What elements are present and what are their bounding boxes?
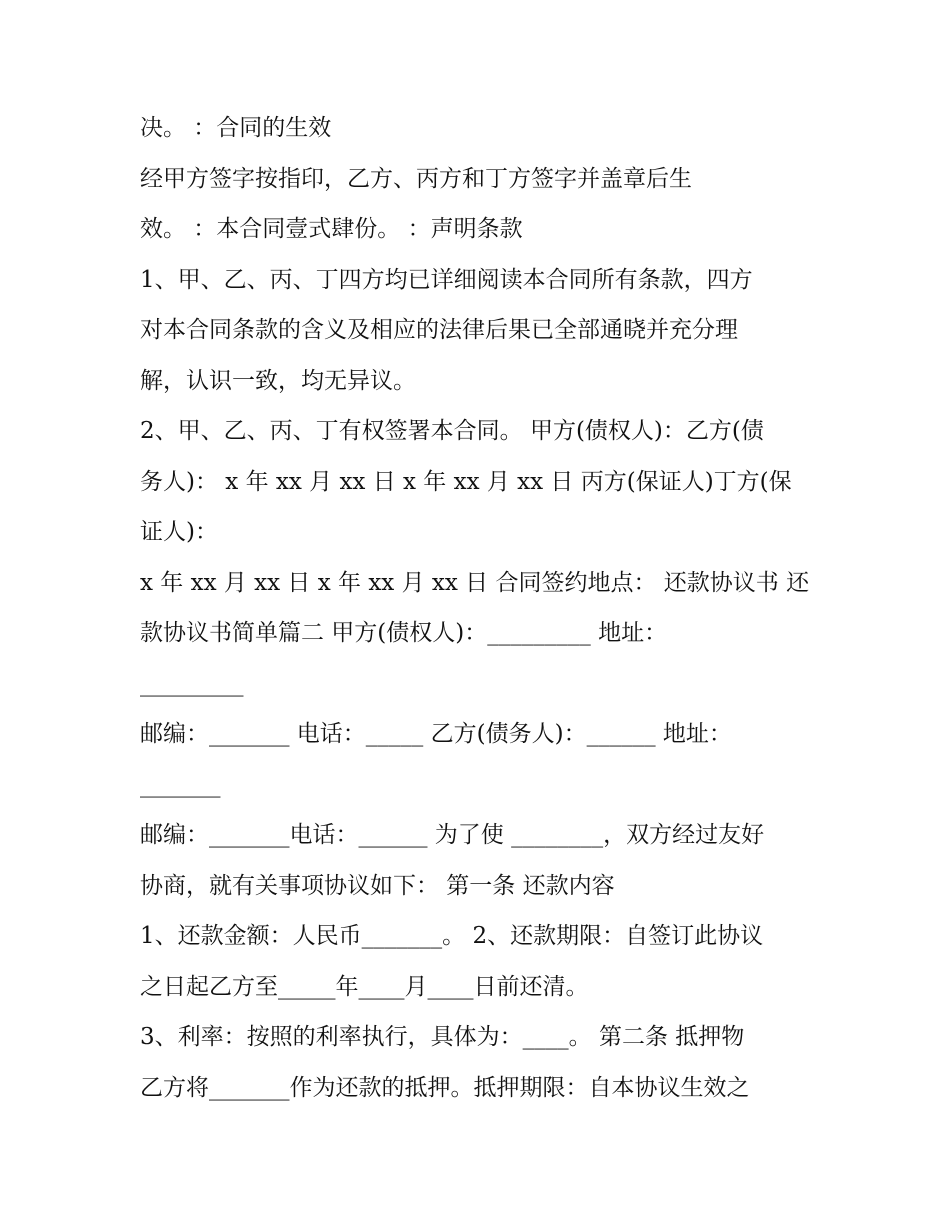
text-line: x 年 xx 月 xx 日 x 年 xx 月 xx 日 合同签约地点： 还款协议书 还 bbox=[140, 569, 810, 596]
text-line: 2、甲、乙、丙、丁有权签署本合同。 甲方(债权人)：乙方(债 bbox=[140, 418, 764, 444]
text-line: 决。 ：合同的生效 bbox=[140, 115, 332, 141]
text-line: 对本合同条款的含义及相应的法律后果已全部通晓并充分理 bbox=[140, 317, 738, 343]
text-line: 效。 ：本合同壹式肆份。 ：声明条款 bbox=[140, 216, 523, 242]
text-line: 1、还款金额：人民币_______。 2、还款期限：自签订此协议 bbox=[140, 923, 764, 949]
text-line: 乙方将_______作为还款的抵押。抵押期限：自本协议生效之 bbox=[140, 1074, 750, 1101]
text-line: 证人)： bbox=[140, 519, 218, 545]
text-line: 3、利率：按照的利率执行，具体为：____。 第二条 抵押物 bbox=[140, 1024, 745, 1050]
text-line: 邮编：_______电话：______ 为了使 ________，双方经过友好 bbox=[140, 822, 765, 848]
text-line: 协商，就有关事项协议如下： 第一条 还款内容 bbox=[140, 872, 615, 899]
text-line: 经甲方签字按指印，乙方、丙方和丁方签字并盖章后生 bbox=[140, 165, 692, 192]
text-line: 解，认识一致，均无异议。 bbox=[140, 367, 416, 394]
document-body bbox=[140, 103, 820, 1113]
text-line: 之日起乙方至_____年____月____日前还清。 bbox=[140, 973, 589, 1000]
text-line: 务人)： x 年 xx 月 xx 日 x 年 xx 月 xx 日 丙方(保证人)丁方(保 bbox=[140, 468, 792, 495]
text-line: _______ bbox=[140, 771, 221, 798]
text-line: 1、甲、乙、丙、丁四方均已详细阅读本合同所有条款，四方 bbox=[140, 266, 753, 293]
text-line: 款协议书简单篇二 甲方(债权人)：_________ 地址： bbox=[140, 620, 668, 646]
text-line: 邮编：_______ 电话：_____ 乙方(债务人)：______ 地址： bbox=[140, 721, 732, 747]
text-line: _________ bbox=[140, 670, 244, 697]
